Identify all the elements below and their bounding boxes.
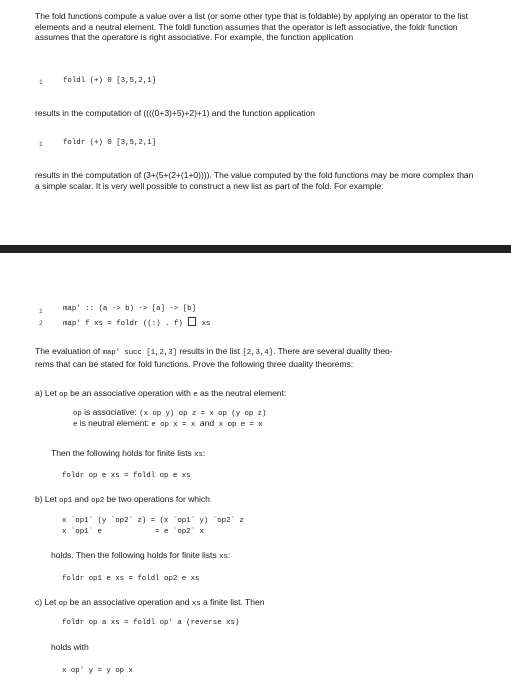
part-b-op1: op1 (59, 497, 73, 505)
part-b-holds-text: holds. Then the following holds for finite lists (51, 550, 217, 560)
part-a-neutral (73, 418, 263, 431)
part-c-label: c) Let (35, 597, 57, 607)
part-c-result: foldr op a xs = foldl op' a (reverse xs) (62, 619, 240, 627)
part-b-and: and (74, 494, 89, 504)
paragraph-foldl-result: results in the computation of ((((0+3)+5)+2)+1) and the function application (35, 108, 315, 118)
part-a-assoc-code: (x op y) op z = x op (y op z) (139, 410, 267, 418)
eval-paragraph (35, 346, 485, 369)
part-a-neutral-code2: x op e = x (218, 421, 263, 429)
part-a-heading (35, 388, 286, 401)
eval-text-d: rems that can be stated for fold functions. Prove the following three duality theorems: (35, 358, 354, 369)
eval-text-b: results in the list (179, 346, 241, 356)
part-b-heading (35, 494, 210, 507)
code-foldl: foldl (+) 0 [3,5,2,1] (63, 77, 157, 85)
eval-text-c: . There are several duality theo- (273, 346, 393, 356)
part-a-op: op (59, 391, 68, 399)
part-a-end: as the neutral element: (199, 388, 287, 398)
part-b-op2: op2 (91, 497, 105, 505)
line-number: 1 (39, 141, 43, 148)
part-a-neutral-and: and (199, 418, 215, 428)
part-a-label: a) Let (35, 388, 57, 398)
line-number: 1 (39, 79, 43, 86)
code-map-signature: map' :: (a -> b) -> [a] -> [b] (63, 305, 197, 313)
paragraph-foldr-result: results in the computation of (3+(5+(2+(1+0)))). The value computed by the fold functions may be more complex than a simple scalar. It is very well possible to construct a new list as part of the fold. For example: (35, 170, 474, 191)
part-a-then-xs: xs (194, 451, 203, 459)
part-a-assoc-op: op (73, 410, 82, 418)
part-a-neutral-text: is neutral element: (79, 418, 150, 428)
code-foldr: foldr (+) 0 [3,5,2,1] (63, 139, 157, 147)
part-c-end: a finite list. Then (202, 597, 265, 607)
part-c-xs: xs (191, 600, 201, 608)
part-b-result: foldr op1 e xs = foldl op2 e xs (62, 575, 200, 583)
eval-code-b: [2,3,4] (242, 349, 274, 357)
part-a-result: foldr op e xs = foldl op e xs (62, 472, 191, 480)
part-a-then-text: Then the following holds for finite lists (51, 448, 192, 458)
part-b-eq1: x `op1` (y `op2` z) = (x `op1` y) `op2` z (62, 517, 244, 525)
line-number: 2 (39, 320, 43, 327)
part-b-label: b) Let (35, 494, 57, 504)
part-c-holds-with: holds with (51, 642, 89, 652)
eval-text-a: The evaluation of (35, 346, 101, 356)
line-number: 1 (39, 308, 43, 315)
part-b-holds-xs: xs (218, 553, 228, 561)
code-map-def-part1: map' f xs = foldr ((:) . f) (63, 320, 183, 328)
part-c-mid: be an associative operation and (69, 597, 190, 607)
part-b-holds-colon: : (227, 550, 231, 560)
part-c-heading (35, 597, 264, 610)
part-a-e: e (193, 391, 198, 399)
part-c-op: op (58, 600, 68, 608)
part-a-then-colon: : (202, 448, 206, 458)
part-a-then (51, 448, 205, 461)
part-a-neutral-e: e (73, 421, 78, 429)
eval-code-a: map' succ [1,2,3] (102, 349, 177, 357)
part-b-rest: be two operations for which (106, 494, 210, 504)
intro-paragraph: The fold functions compute a value over a list (or some other type that is foldable) by applying an operator to the list elements and a neutral element. The foldl function assumes that the operator is left associative, the foldr function assumes that the operatore is right associative. For example, the function application (35, 11, 469, 43)
part-a-mid: be an associative operation with (70, 388, 191, 398)
page-divider (0, 245, 511, 253)
part-b-eq2: x `op1` e = e `op2` x (62, 528, 204, 536)
part-a-assoc-text: is associative: (84, 407, 137, 417)
box-glyph-icon (188, 317, 196, 326)
part-c-definition: x op' y = y op x (62, 667, 133, 675)
code-map-def-part2: xs (201, 320, 211, 328)
part-b-holds (51, 550, 230, 563)
part-a-neutral-code1: e op x = x (151, 421, 196, 429)
code-map-definition (63, 317, 211, 328)
